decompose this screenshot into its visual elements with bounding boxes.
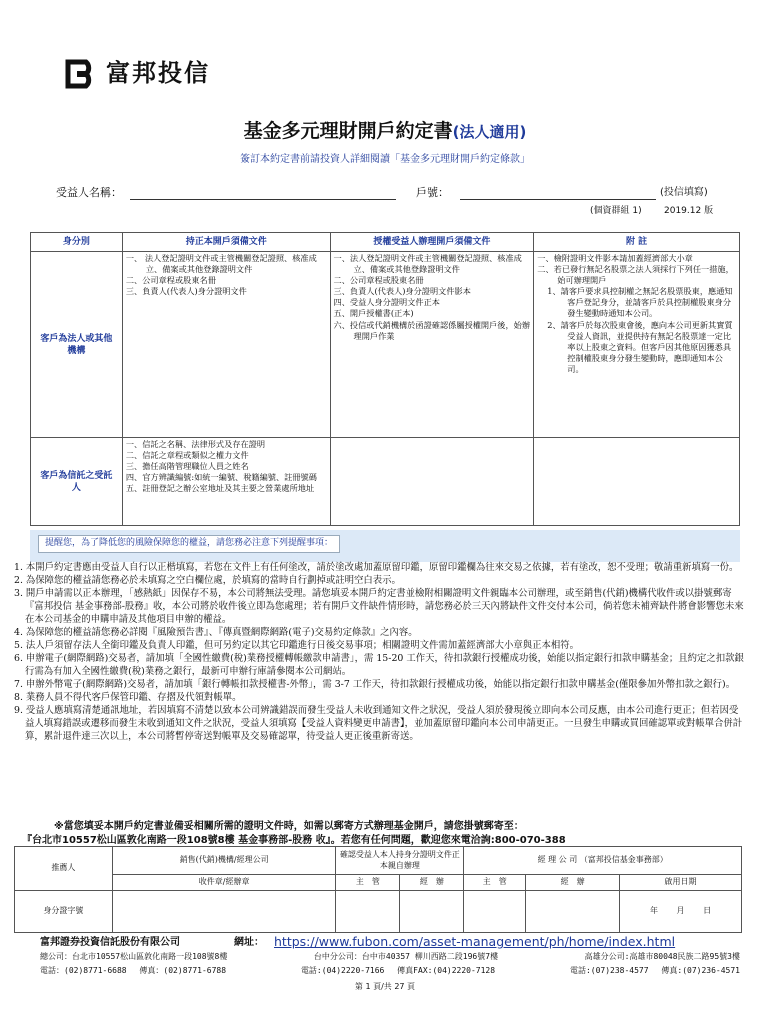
list-item: 一、 法人登記證明文件或主管機關登記證照、核准成立、備案或其他登錄證明文件 — [125, 253, 317, 275]
hq-phone: 電話：(02)8771-6688 傳真：(02)8771-6788 — [40, 966, 227, 975]
list-item: 六、投信或代銷機構於函證確認係屬授權開戶後，始辦理開戶作業 — [333, 319, 531, 341]
notes-cell — [534, 438, 740, 526]
manager-supervisor-field[interactable] — [464, 890, 526, 932]
id-check-label: 身分證字號 — [15, 890, 113, 932]
list-item: 5. 法人戶須留存法人全銜印鑑及負責人印鑑，但可另約定以其它印鑑進行日後交易事項；相關證明文件需加蓋經濟部大小章與正本相符。 — [14, 639, 580, 651]
required-documents-table — [30, 232, 740, 526]
list-item: 四、受益人身分證明文件正本 — [333, 297, 440, 308]
list-item: 五、註冊登記之辦公室地址及其主要之營業處所地址 — [125, 483, 315, 494]
originals-cell — [122, 252, 330, 438]
table-row — [15, 875, 742, 891]
mailing-address: 『台北市10557松山區敦化南路一段108號8樓 基金事務部-股務 收』。若您有任何問題，歡迎您來電洽詢:800-070-388 — [22, 835, 566, 846]
table-row — [31, 438, 740, 526]
account-label: 戶號： — [416, 186, 449, 199]
receipt-stamp-field[interactable] — [112, 890, 336, 932]
authorized-cell — [330, 252, 534, 438]
month-label: 月 — [676, 905, 685, 915]
list-item: 二、信託之章程或類似之權力文件 — [125, 450, 249, 461]
beneficiary-label: 受益人名稱： — [56, 186, 122, 199]
table-row — [15, 890, 742, 932]
list-item: 1. 本開戶約定書應由受益人自行以正楷填寫，若您在文件上有任何塗改，請於塗改處加蓋原留印鑑，原留印鑑欄為往來交易之依據，若有塗改，恕不受理；敬請重新填寫一份。 — [14, 562, 739, 573]
list-item: 4. 為保障您的權益請您務必詳閱『風險預告書』、『傳真暨網際網路(電子)交易約定條款』之內容。 — [14, 626, 418, 638]
list-item: 一、法人登記證明文件或主管機關登記證照、核准成立、備案或其他登錄證明文件 — [333, 253, 522, 275]
branch-addresses — [40, 952, 740, 963]
list-item: 2. 為保障您的權益請您務必於未填寫之空白欄位處，於填寫的當時自行劃掉或註明空白表示。 — [14, 574, 401, 586]
document-title — [0, 119, 770, 144]
hq-address: 總公司：台北市10557松山區敦化南路一段108號8樓 — [40, 952, 228, 961]
taichung-address: 台中分公司：台中市40357 柳川西路二段196號7樓 — [313, 952, 499, 961]
category-cell: 客戶為法人或其他機構 — [31, 252, 123, 438]
list-item: 五、開戶授權書(正本) — [333, 308, 414, 319]
mailing-statement: ※當您填妥本開戶約定書並備妥相關所需的證明文件時，如需以郵寄方式辦理基金開戶，請您掛號郵寄至： — [54, 821, 524, 832]
website-link[interactable]: https://www.fubon.com/asset-management/ph/home/index.html — [274, 934, 676, 949]
effective-date-label: 啟用日期 — [620, 875, 742, 891]
category-cell: 客戶為信託之受託人 — [31, 438, 123, 526]
table-row — [31, 252, 740, 438]
list-item: 三、擔任高階管理職位人員之姓名 — [125, 461, 249, 472]
list-item: 三、負責人(代表人)身分證明文件 — [125, 286, 247, 297]
supervisor-label: 主 管 — [464, 875, 526, 891]
document-subtitle: 簽訂本約定書前請投資人詳細閱讀「基金多元理財開戶約定條款」 — [240, 154, 530, 165]
list-item: 6. 申辦電子(網際網路)交易者，請加填「全國性繳費(稅)業務授權轉帳繳款申請書」，需 15-20 工作天，待扣款銀行授權成功後，始能以指定銀行扣款申購基金；且約定之扣款銀行需為有加入全國性繳費(稅)業務之銀行，最新可申辦行庫請參閱本公司網站。 — [14, 652, 744, 677]
confirm-handler-field[interactable] — [400, 890, 464, 932]
list-item: 一、信託之名稱、法律形式及存在證明 — [125, 439, 266, 450]
authorized-cell — [330, 438, 534, 526]
brand-name: 富邦投信 — [106, 59, 210, 88]
column-header: 持正本開戶須備文件 — [122, 233, 330, 252]
company-name: 富邦證券投資信託股份有限公司 — [40, 937, 180, 948]
list-item: 二、公司章程或股東名冊 — [333, 275, 424, 286]
confirm-copy-label: 確認受益人本人持身分證明文件正本親自辦理 — [336, 847, 464, 875]
branch-phones — [40, 966, 740, 977]
effective-date-field[interactable] — [620, 890, 742, 932]
notice-heading: 提醒您，為了降低您的風險保障您的權益，請您務必注意下列提醒事項： — [38, 535, 340, 553]
column-header: 身分別 — [31, 233, 123, 252]
form-version: 2019.12 版 — [664, 206, 714, 216]
list-item: 2、請客戶於每次股東會後，應向本公司更新其實質受益人資訊，並提供持有無記名股票達一定比率以上股東之資料。但客戶因其他原因獲悉具控制權股東身分發生變動時，應即通知本公司。 — [547, 319, 733, 374]
kaohsiung-address: 高雄分公司:高雄市80048民族二路95號3樓 — [584, 952, 740, 961]
notice-list — [14, 562, 746, 744]
confirm-supervisor-field[interactable] — [336, 890, 400, 932]
year-label: 年 — [650, 905, 658, 915]
list-item: 8. 業務人員不得代客戶保管印鑑、存摺及代領對帳單。 — [14, 691, 242, 703]
list-item: 三、負責人(代表人)身分證明文件影本 — [333, 286, 471, 297]
account-number-field[interactable] — [460, 199, 656, 200]
column-header: 授權受益人辦理開戶須備文件 — [330, 233, 534, 252]
sales-org-label: 銷售(代銷)機構/經理公司 — [112, 847, 336, 875]
list-item: 3. 開戶申請需以正本辦理，「感熱紙」因保存不易，本公司將無法受理。請您填妥本開戶約定書並檢附相關證明文件親臨本公司辦理，或至銷售(代銷)機構代收件或以掛號郵寄『富邦投信 基金事務部-股務』收，本公司將於收件後立即為您處理；若有開戶文件缺件情形時，請您務必於三天內將缺件文件交付本公司，倘若您未補齊缺件將會影響您未來在本公司基金的申購申請及其他項目申辦的權益。 — [14, 587, 744, 625]
title-main: 基金多元理財開戶約定書 — [243, 120, 453, 142]
filler-note: (投信填寫) — [660, 187, 708, 198]
list-item: 7. 申辦外幣電子(網際網路)交易者，請加填「銀行轉帳扣款授權書-外幣」，需 3-7 工作天，待扣款銀行授權成功後，始能以指定銀行扣款申購基金(僅限參加外幣扣款之銀行)。 — [14, 678, 736, 690]
beneficiary-name-field[interactable] — [130, 199, 396, 200]
list-item: 二、若已發行無記名股票之法人須採行下列任一措施，始可辦理開戶 — [537, 264, 734, 286]
kaohsiung-phone: 電話:(07)238-4577 傳真:(07)236-4571 — [569, 966, 740, 975]
page-number: 第 1 頁/共 27 頁 — [354, 982, 416, 991]
supervisor-label: 主 管 — [336, 875, 400, 891]
notes-cell — [534, 252, 740, 438]
day-label: 日 — [703, 905, 712, 915]
title-suffix: (法人適用) — [452, 123, 527, 141]
list-item: 9. 受益人應填寫清楚通訊地址，若因填寫不清楚以致本公司辨識錯誤而發生受益人未收到通知文件之狀況，受益人須於發現後立即向本公司反應，由本公司進行更正；但若因受益人填寫錯誤或遷移而發生未收到通知文件之狀況，受益人須填寫【受益人資料變更申請書】，並加蓋原留印鑑向本公司申請更正。一旦發生申購或買回確認單或對帳單合併計算，累計退件達三次以上，本公司將暫停寄送對帳單及交易確認單，待受益人更正後重新寄送。 — [14, 704, 743, 742]
recommender-label: 推薦人 — [15, 847, 113, 891]
fubon-logo-icon — [64, 57, 98, 91]
signoff-table — [14, 846, 742, 933]
manager-handler-field[interactable] — [526, 890, 620, 932]
list-item: 一、檢附證明文件影本請加蓋經濟部大小章 — [537, 253, 693, 264]
taichung-phone: 電話:(04)2220-7166 傳真FAX:(04)2220-7128 — [300, 966, 496, 975]
list-item: 二、公司章程或股東名冊 — [125, 275, 216, 286]
website-label: 網址： — [234, 937, 264, 948]
table-header-row — [31, 233, 740, 252]
handler-label: 經 辦 — [526, 875, 620, 891]
table-row — [15, 847, 742, 875]
column-header: 附 註 — [534, 233, 740, 252]
company-logo — [64, 55, 210, 93]
list-item: 1、請客戶要求具控制權之無記名股票股東，應通知客戶登記身分，並請客戶於具控制權股東身分發生變動時通知本公司。 — [547, 286, 733, 319]
list-item: 四、官方辨識編號:如統一編號、稅籍編號、註冊號碼 — [125, 472, 317, 483]
personal-data-group: (個資群組 1) — [590, 206, 642, 216]
handler-label: 經 辦 — [400, 875, 464, 891]
manager-label: 經 理 公 司 （富邦投信基金事務部） — [464, 847, 742, 875]
receipt-label: 收件章/經辦章 — [112, 875, 336, 891]
originals-cell — [122, 438, 330, 526]
